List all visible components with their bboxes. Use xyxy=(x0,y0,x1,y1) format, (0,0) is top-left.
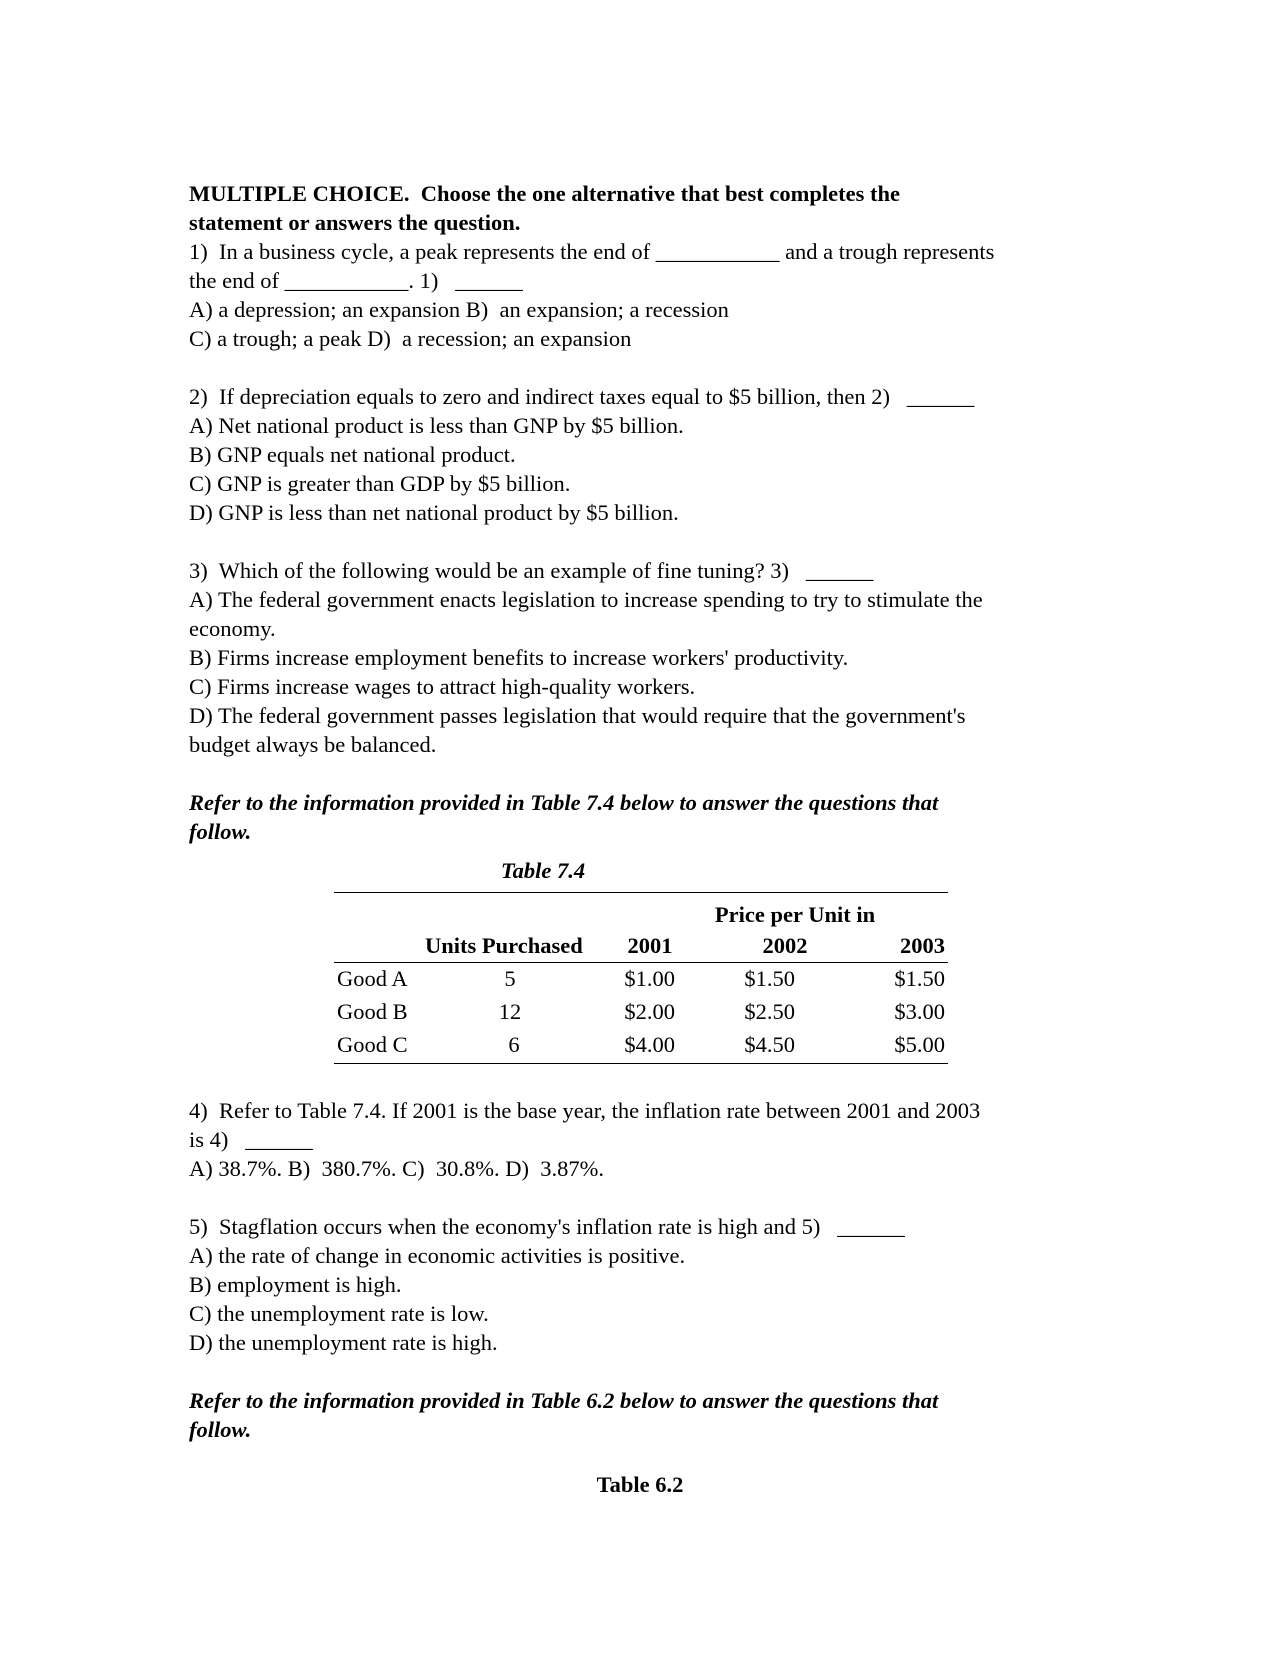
q3-option-b: B) Firms increase employment benefits to increase workers' productivity. xyxy=(189,645,849,670)
q1-stem-line-1: 1) In a business cycle, a peak represents the end of ___________ and a trough represents xyxy=(189,239,995,264)
q2-option-c: C) GNP is greater than GDP by $5 billion. xyxy=(189,471,571,496)
q4-options: A) 38.7%. B) 380.7%. C) 30.8%. D) 3.87%. xyxy=(189,1156,604,1181)
q4-stem-line-1: 4) Refer to Table 7.4. If 2001 is the base year, the inflation rate between 2001 and 2003 xyxy=(189,1098,981,1123)
q5-option-b: B) employment is high. xyxy=(189,1272,402,1297)
table-row-good: Good C xyxy=(337,1032,408,1057)
q2-option-b: B) GNP equals net national product. xyxy=(189,442,516,467)
q1-options-line-2: C) a trough; a peak D) a recession; an expansion xyxy=(189,326,632,351)
document-body-lower xyxy=(189,1096,1089,1444)
table-6-2-title: Table 6.2 xyxy=(596,1472,684,1497)
instructions-line-2: statement or answers the question. xyxy=(189,210,521,235)
table-top-rule xyxy=(334,892,948,893)
table-price-header: Price per Unit in xyxy=(714,902,876,927)
q1-options-line-1: A) a depression; an expansion B) an expansion; a recession xyxy=(189,297,729,322)
refer-table-7-4-line-2: follow. xyxy=(189,819,252,844)
table-row-price-2003: $1.50 xyxy=(894,966,945,991)
q3-option-a-line-1: A) The federal government enacts legislation to increase spending to try to stimulate the xyxy=(189,587,983,612)
q5-option-a: A) the rate of change in economic activities is positive. xyxy=(189,1243,686,1268)
table-row-good: Good B xyxy=(337,999,408,1024)
q3-option-d-line-1: D) The federal government passes legislation that would require that the government's xyxy=(189,703,966,728)
table-header-rule xyxy=(334,962,948,963)
q3-stem: 3) Which of the following would be an example of fine tuning? 3) ______ xyxy=(189,558,874,583)
table-7-4-title: Table 7.4 xyxy=(500,858,586,883)
instructions-line-1: MULTIPLE CHOICE. Choose the one alternative that best completes the xyxy=(189,181,901,206)
q3-option-c: C) Firms increase wages to attract high-quality workers. xyxy=(189,674,696,699)
table-row-price-2001: $4.00 xyxy=(624,1032,675,1057)
refer-table-6-2-line-1: Refer to the information provided in Table 6.2 below to answer the questions that xyxy=(189,1388,939,1413)
q3-option-a-line-2: economy. xyxy=(189,616,276,641)
table-row-good: Good A xyxy=(337,966,408,991)
table-col-2003: 2003 xyxy=(900,933,945,958)
table-row-price-2003: $5.00 xyxy=(894,1032,945,1057)
refer-table-6-2-line-2: follow. xyxy=(189,1417,252,1442)
table-row-price-2002: $4.50 xyxy=(744,1032,795,1057)
q4-stem-line-2: is 4) ______ xyxy=(189,1127,313,1152)
table-col-2001: 2001 xyxy=(627,933,673,958)
table-row-price-2002: $1.50 xyxy=(744,966,795,991)
q2-stem: 2) If depreciation equals to zero and indirect taxes equal to $5 billion, then 2) ______ xyxy=(189,384,975,409)
refer-table-7-4-line-1: Refer to the information provided in Table 7.4 below to answer the questions that xyxy=(189,790,939,815)
q3-option-d-line-2: budget always be balanced. xyxy=(189,732,437,757)
q1-stem-line-2: the end of ___________. 1) ______ xyxy=(189,268,523,293)
q2-option-a: A) Net national product is less than GNP by $5 billion. xyxy=(189,413,684,438)
q5-option-d: D) the unemployment rate is high. xyxy=(189,1330,498,1355)
table-row-price-2001: $1.00 xyxy=(624,966,675,991)
q2-option-d: D) GNP is less than net national product by $5 billion. xyxy=(189,500,679,525)
document-body xyxy=(189,179,1089,846)
table-row-units: 12 xyxy=(498,999,522,1024)
table-col-units: Units Purchased xyxy=(425,933,583,958)
table-row-price-2002: $2.50 xyxy=(744,999,795,1024)
table-row-price-2003: $3.00 xyxy=(894,999,945,1024)
table-row-price-2001: $2.00 xyxy=(624,999,675,1024)
q5-stem: 5) Stagflation occurs when the economy's inflation rate is high and 5) ______ xyxy=(189,1214,905,1239)
q5-option-c: C) the unemployment rate is low. xyxy=(189,1301,489,1326)
table-bottom-rule xyxy=(334,1063,948,1064)
table-row-units: 6 xyxy=(508,1032,520,1057)
table-col-2002: 2002 xyxy=(762,933,808,958)
table-row-units: 5 xyxy=(504,966,516,991)
